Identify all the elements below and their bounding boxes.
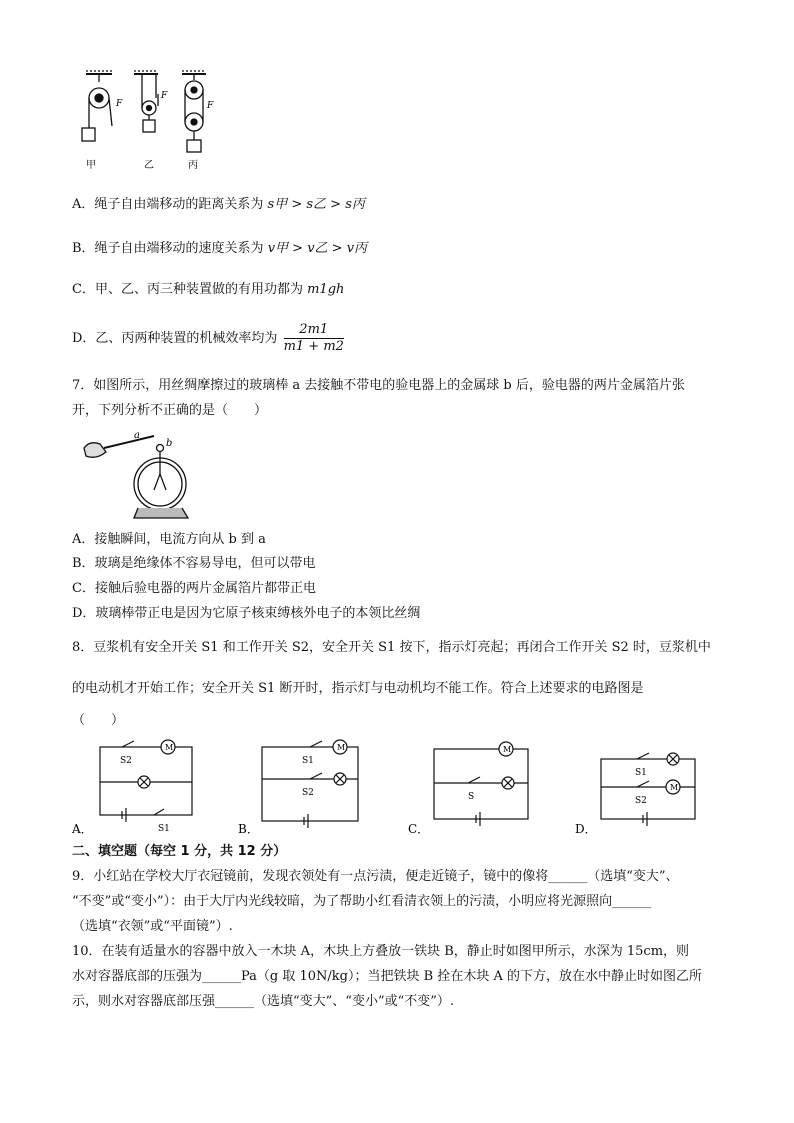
q8-line1: 8．豆浆机有安全开关 S1 和工作开关 S2，安全开关 S1 按下，指示灯亮起；再闭合工作开关 S2 时，豆浆机中 — [72, 640, 711, 655]
circuit-a-label: A． — [72, 822, 93, 836]
fraction-numerator: 2m1 — [284, 322, 344, 339]
force-label-bing: F — [207, 101, 214, 111]
motor-a: M — [165, 743, 174, 752]
circuit-a — [72, 737, 202, 837]
motor-c: M — [503, 745, 512, 754]
ball-label-b: b — [166, 438, 173, 449]
switch-c-1: S — [468, 792, 475, 802]
motor-d: M — [670, 783, 679, 792]
label-bing: 丙 — [188, 160, 198, 171]
q6-c-math: m1gh — [307, 282, 345, 297]
q6-option-b — [72, 240, 367, 258]
q6-b-math: v甲 > v乙 > v丙 — [267, 241, 368, 256]
switch-a-2: S1 — [158, 824, 170, 834]
circuit-d-label: D． — [575, 822, 597, 836]
switch-b-2: S2 — [302, 788, 314, 798]
q7-option-a: A．接触瞬间，电流方向从 b 到 a — [72, 532, 266, 547]
q6-b-text: B．绳子自由端移动的速度关系为 — [72, 241, 268, 256]
q7-stem-line1: 7．如图所示，用丝绸摩擦过的玻璃棒 a 去接触不带电的验电器上的金属球 b 后，验电器的两片金属箔片张 — [72, 378, 685, 393]
q10-line2: 水对容器底部的压强为______Pa（g 取 10N/kg）；当把铁块 B 拴在木块 A 的下方，放在水中静止时如图乙所 — [72, 969, 702, 984]
q7-option-d: D．玻璃棒带正电是因为它原子核束缚核外电子的本领比丝绸 — [72, 606, 421, 621]
circuit-d — [575, 737, 705, 837]
q6-a-text: A．绳子自由端移动的距离关系为 — [72, 197, 268, 212]
q6-a-math: s甲 > s乙 > s丙 — [267, 197, 365, 212]
force-label-yi: F — [161, 91, 168, 101]
label-jia: 甲 — [86, 160, 96, 171]
q10-line3: 示，则水对容器底部压强______（选填“变大”、“变小”或“不变”）. — [72, 994, 455, 1009]
force-label-jia: F — [116, 99, 123, 109]
electroscope-figure — [76, 430, 206, 525]
q8-line2: 的电动机才开始工作；安全开关 S1 断开时，指示灯与电动机均不能工作。符合上述要求的电路图是 — [72, 681, 644, 696]
q8-line3: （ ） — [72, 713, 125, 728]
q6-option-d — [72, 322, 344, 355]
q6-option-c — [72, 281, 344, 299]
q6-d-text: D．乙、丙两种装置的机械效率均为 — [72, 331, 282, 346]
circuit-b-label: B． — [238, 822, 259, 836]
circuit-c — [408, 737, 538, 837]
switch-b-1: S1 — [302, 756, 314, 766]
fraction-denominator: m1 + m2 — [283, 339, 344, 354]
motor-b: M — [337, 743, 346, 752]
q7-stem-line2: 开，下列分析不正确的是（ ） — [72, 403, 268, 418]
q9-line1: 9．小红站在学校大厅衣冠镜前，发现衣领处有一点污渍，便走近镜子，镜中的像将______（选填“变大”、 — [72, 869, 679, 884]
switch-d-1: S1 — [635, 768, 647, 778]
q9-line3: （选填“衣领”或“平面镜”）. — [72, 919, 233, 934]
rod-label-a: a — [134, 430, 140, 441]
pulley-figure — [72, 68, 232, 178]
circuit-b — [238, 737, 368, 837]
efficiency-fraction — [284, 322, 344, 355]
section-2-title: 二、填空题（每空 1 分，共 12 分） — [72, 844, 287, 859]
circuit-c-label: C． — [408, 822, 430, 836]
label-yi: 乙 — [144, 160, 154, 171]
q9-line2: “不变”或“变小”）：由于大厅内光线较暗，为了帮助小红看清衣领上的污渍，小明应将光源照向______ — [72, 894, 652, 909]
q6-option-a — [72, 196, 365, 214]
q6-c-text: C．甲、乙、丙三种装置做的有用功都为 — [72, 282, 308, 297]
switch-a-1: S2 — [120, 756, 132, 766]
q10-line1: 10．在装有适量水的容器中放入一木块 A，木块上方叠放一铁块 B，静止时如图甲所示，水深为 15cm，则 — [72, 944, 690, 959]
q7-option-c: C．接触后验电器的两片金属箔片都带正电 — [72, 581, 316, 596]
q7-option-b: B．玻璃是绝缘体不容易导电，但可以带电 — [72, 556, 316, 571]
switch-d-2: S2 — [635, 796, 647, 806]
